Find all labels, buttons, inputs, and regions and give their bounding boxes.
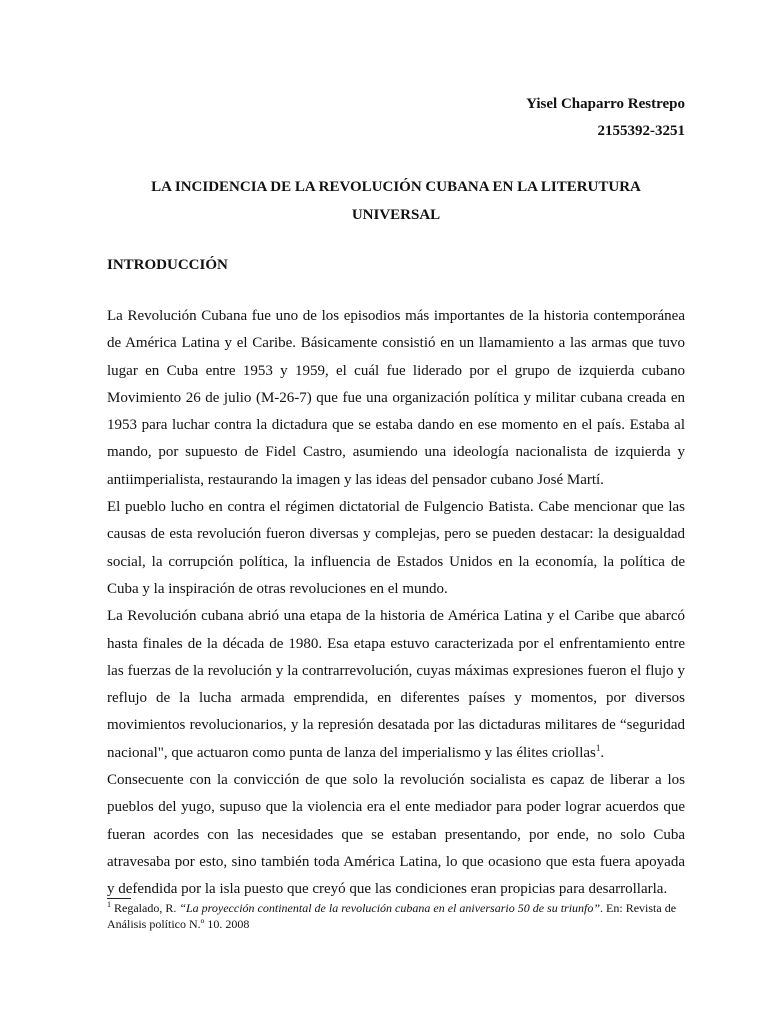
footnote-work-title: “La proyección continental de la revolución cubana en el aniversario 50 de su triunfo” bbox=[179, 901, 601, 915]
paragraph-3-end: . bbox=[600, 744, 605, 761]
paragraph-4: Consecuente con la convicción de que solo la revolución socialista es capaz de liberar a los pueblos del yugo, supuso que la violencia era el ente mediador para poder lograr acuerdos que fueran acordes con las necesidades que se estaban presentando, por ende, no solo Cuba atravesaba por esto, sino también toda América Latina, lo que ocasiono que esta fuera apoyada y defendida por la isla puesto que creyó que las condiciones eran propicias para desarrollarla. bbox=[107, 772, 685, 898]
student-id: 2155392-3251 bbox=[597, 123, 685, 139]
body-text bbox=[107, 303, 685, 904]
footnote-divider bbox=[107, 898, 131, 899]
author-block bbox=[526, 91, 685, 145]
section-heading: INTRODUCCIÓN bbox=[107, 257, 228, 273]
paragraph-3-text: La Revolución cubana abrió una etapa de la historia de América Latina y el Caribe que abarcó hasta finales de la década de 1980. Esa etapa estuvo caracterizada por el enfrentamiento entre las fuerzas de la revolución y la contrarrevolución, cuyas máximas expresiones fueron el flujo y reflujo de la lucha armada emprendida, en diferentes países y momentos, por diversos movimientos revolucionarios, y la represión desatada por las dictaduras militares de “seguridad nacional", que actuaron como punta de lanza del imperialismo y las élites criollas bbox=[107, 608, 685, 761]
footnote-reference[interactable]: 1 bbox=[595, 742, 601, 753]
footnote bbox=[107, 900, 685, 932]
document-title: LA INCIDENCIA DE LA REVOLUCIÓN CUBANA EN LA LITERUTURA UNIVERSAL bbox=[151, 179, 641, 223]
paragraph-1: La Revolución Cubana fue uno de los episodios más importantes de la historia contemporánea de América Latina y el Caribe. Básicamente consistió en un llamamiento a las armas que tuvo lugar en Cuba entre 1953 y 1959, el cuál fue liderado por el grupo de izquierda cubano Movimiento 26 de julio (M-26-7) que fue una organización política y militar cubana creada en 1953 para luchar contra la dictadura que se estaba dando en ese momento en el país. Estaba al mando, por supuesto de Fidel Castro, asumiendo una ideología nacionalista de izquierda y antiimperialista, restaurando la imagen y las ideas del pensador cubano José Martí. bbox=[107, 308, 685, 488]
footnote-number: 1 bbox=[107, 900, 111, 909]
footnote-source: . En: Revista de Análisis político N.º 10. 2008 bbox=[107, 901, 677, 931]
paragraph-2: El pueblo lucho en contra el régimen dictatorial de Fulgencio Batista. Cabe mencionar que las causas de esta revolución fueron diversas y complejas, pero se pueden destacar: la desigualdad social, la corrupción política, la influencia de Estados Unidos en la economía, la política de Cuba y la inspiración de otras revoluciones en el mundo. bbox=[107, 499, 685, 597]
footnote-author: Regalado, R. bbox=[111, 901, 180, 915]
paragraph-3 bbox=[107, 603, 685, 767]
author-name: Yisel Chaparro Restrepo bbox=[526, 96, 685, 112]
